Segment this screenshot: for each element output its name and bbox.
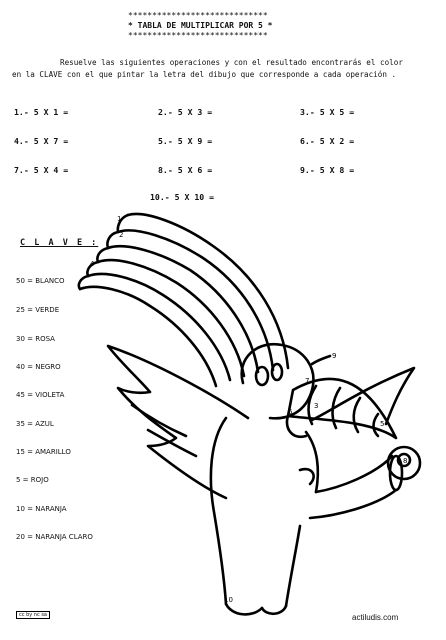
header-stars-top: ***************************** (128, 11, 268, 20)
operation-10: 10.- 5 X 10 = (150, 192, 215, 202)
clave-item: 40 = NEGRO (16, 363, 61, 371)
intro-line-2: en la CLAVE con el que pintar la letra del dibujo que corresponde a cada operación . (12, 70, 397, 79)
operation-6: 6.- 5 X 2 = (300, 136, 355, 146)
drawing-number: 10 (224, 596, 233, 604)
clave-item: 5 = ROJO (16, 476, 49, 484)
drawing-number: 9 (332, 352, 337, 360)
clave-item: 35 = AZUL (16, 420, 54, 428)
header-stars-bottom: ***************************** (128, 31, 268, 40)
drawing-number: 6 (288, 408, 293, 416)
rainbow-drawing (79, 214, 288, 386)
operation-3: 3.- 5 X 5 = (300, 107, 355, 117)
drawing-number: 3 (314, 402, 319, 410)
operation-5: 5.- 5 X 9 = (158, 136, 213, 146)
clave-item: 30 = ROSA (16, 335, 55, 343)
website-label: actiludis.com (352, 613, 399, 622)
drawing-number: 4 (90, 260, 95, 268)
operation-4: 4.- 5 X 7 = (14, 136, 69, 146)
clave-title: C L A V E : (20, 238, 99, 248)
clave-item: 15 = AMARILLO (16, 448, 71, 456)
operation-8: 8.- 5 X 6 = (158, 165, 213, 175)
drawing-number: 2 (119, 231, 124, 239)
page-title: * TABLA DE MULTIPLICAR POR 5 * (128, 21, 273, 30)
drawing-number: 8 (403, 457, 408, 465)
operation-2: 2.- 5 X 3 = (158, 107, 213, 117)
drawing-number: 1 (117, 215, 122, 223)
clave-item: 50 = BLANCO (16, 277, 65, 285)
clave-item: 45 = VIOLETA (16, 391, 65, 399)
drawing-number: 5 (380, 420, 385, 428)
clave-item: 10 = NARANJA (16, 505, 67, 513)
intro-line-1: Resuelve las siguientes operaciones y con el resultado encontrarás el color (60, 58, 403, 67)
operation-7: 7.- 5 X 4 = (14, 165, 69, 175)
clave-item: 20 = NARANJA CLARO (16, 533, 93, 541)
drawing-number: 7 (305, 377, 310, 385)
creative-commons-badge: cc by nc sa (16, 611, 50, 619)
operation-1: 1.- 5 X 1 = (14, 107, 69, 117)
operation-9: 9.- 5 X 8 = (300, 165, 355, 175)
clave-item: 25 = VERDE (16, 306, 60, 314)
bird-drawing (108, 344, 420, 614)
